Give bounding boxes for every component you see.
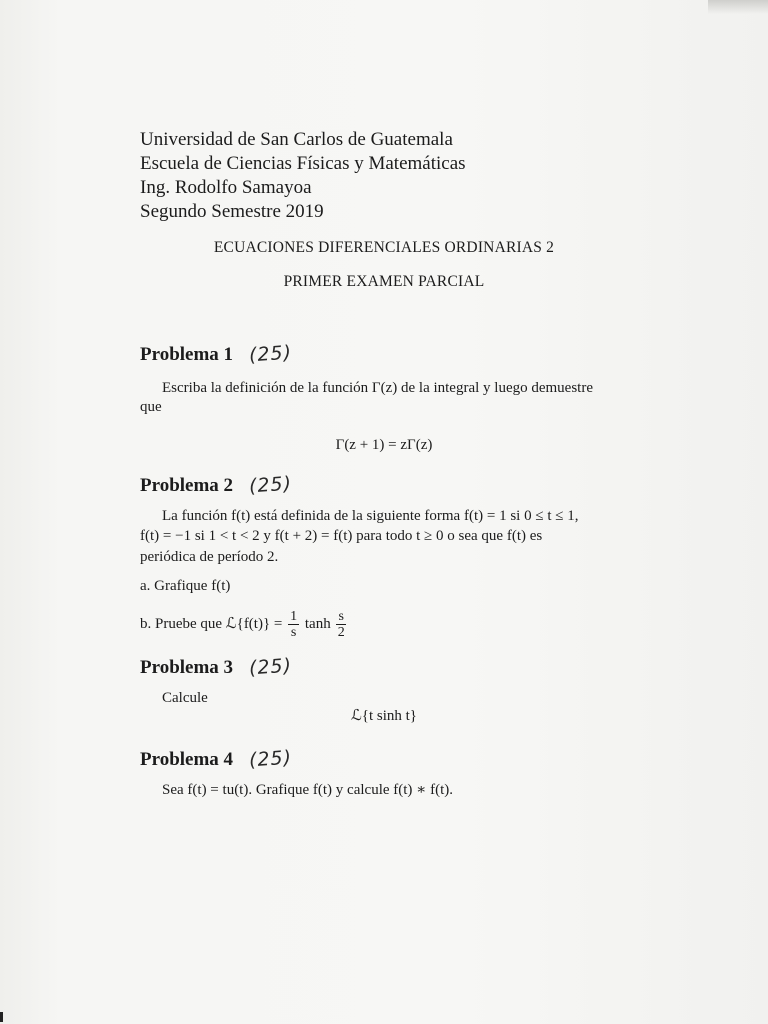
scan-artifact xyxy=(0,1012,3,1022)
instructor-name: Ing. Rodolfo Samayoa xyxy=(140,177,312,198)
problem-3-title: Problema 3 xyxy=(140,657,234,678)
school-name: Escuela de Ciencias Físicas y Matemáticas xyxy=(140,153,466,174)
problem-4-title: Problema 4 xyxy=(140,749,234,770)
problem-2-title: Problema 2 xyxy=(140,475,234,496)
problem-1-score: (25) xyxy=(248,341,293,367)
problem-2-statement-line3: periódica de período 2. xyxy=(140,549,279,565)
problem-3-score: (25) xyxy=(248,654,293,680)
problem-1-equation: Γ(z + 1) = zΓ(z) xyxy=(335,437,433,453)
semester: Segundo Semestre 2019 xyxy=(140,201,324,222)
page-edge-shadow xyxy=(708,0,768,14)
problem-1-title: Problema 1 xyxy=(140,344,234,365)
problem-2-statement-line1: La función f(t) está definida de la siguiente forma f(t) = 1 si 0 ≤ t ≤ 1, xyxy=(162,508,579,524)
problem-2-part-b xyxy=(140,606,348,642)
fraction-s-over-2: $\frac{s}{2}$ xyxy=(337,609,345,641)
header xyxy=(140,128,466,224)
problem-2-statement-line2: f(t) = −1 si 1 < t < 2 y f(t + 2) = f(t) para todo t ≥ 0 o sea que f(t) es xyxy=(140,528,543,544)
fraction-one-over-s: $\frac{1}{s}$ xyxy=(290,609,298,641)
university-name: Universidad de San Carlos de Guatemala xyxy=(140,129,453,150)
problem-2-part-a: a. Grafique f(t) xyxy=(140,578,231,594)
exam-title: PRIMER EXAMEN PARCIAL xyxy=(283,273,485,290)
problem-4-score: (25) xyxy=(248,746,293,772)
course-title: ECUACIONES DIFERENCIALES ORDINARIAS 2 xyxy=(213,239,555,256)
problem-2-score: (25) xyxy=(248,472,293,498)
problem-2-heading xyxy=(140,474,292,497)
tanh-label: tanh xyxy=(304,616,331,632)
problem-3-equation: ℒ{t sinh t} xyxy=(350,708,418,724)
problem-2-part-b-prefix: b. Pruebe que ℒ{f(t)} = xyxy=(140,616,283,632)
problem-3-heading xyxy=(140,656,292,679)
problem-4-statement: Sea f(t) = tu(t). Grafique f(t) y calcule f(t) ∗ f(t). xyxy=(162,782,454,798)
problem-4-heading xyxy=(140,748,292,771)
problem-1-heading xyxy=(140,343,292,366)
problem-3-statement: Calcule xyxy=(162,690,208,706)
problem-1-statement-line2: que xyxy=(140,399,162,415)
problem-1-statement-line1: Escriba la definición de la función Γ(z) de la integral y luego demuestre xyxy=(162,380,594,396)
